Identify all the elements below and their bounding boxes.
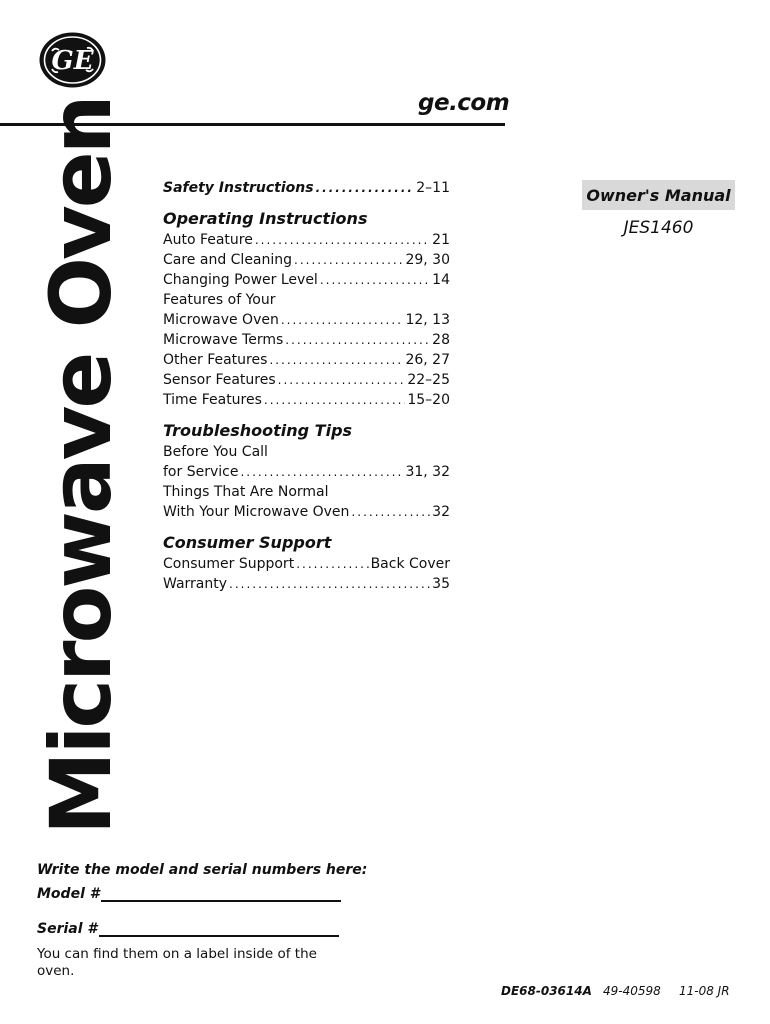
toc-section-operating [163,208,450,410]
toc-section-troubleshooting [163,420,450,522]
toc-entry [163,574,450,594]
entry-text: Warranty [163,576,228,592]
section-title: Troubleshooting Tips [163,421,353,440]
leader-dots [316,178,415,198]
document-code: DE68-03614A [501,984,592,998]
leader-dots [278,370,406,390]
page-number: 32 [432,504,450,520]
entry-text: Before You Call [163,444,268,460]
page-number: 35 [432,576,450,592]
page-number: 15–20 [407,392,450,408]
toc-entry [163,462,450,482]
page-number: 12, 13 [405,312,450,328]
page-number: 22–25 [407,372,450,388]
record-prompt: Write the model and serial numbers here: [37,862,368,878]
product-title: Microwave Oven [32,97,130,835]
toc-entry-safety [163,178,450,198]
toc-entry [163,330,450,350]
model-number: JES1460 [623,218,694,238]
leader-dots [281,310,404,330]
toc-entry [163,350,450,370]
leader-dots [296,554,368,574]
ge-logo-icon [38,31,107,89]
serial-field-label: Serial # [37,921,98,937]
section-title: Operating Instructions [163,209,368,228]
part-number: 49-40598 [603,984,661,998]
toc-entry [163,230,450,250]
leader-dots [264,390,405,410]
toc-section-consumer [163,532,450,594]
entry-text: With Your Microwave Oven [163,504,350,520]
entry-text: Things That Are Normal [163,484,329,500]
revision-date: 11-08 JR [679,984,730,998]
model-field-label: Model # [37,886,100,902]
page-number: 14 [432,272,450,288]
leader-dots [240,462,403,482]
toc-entry [163,250,450,270]
entry-text: Microwave Terms [163,332,284,348]
entry-text: Other Features [163,352,268,368]
svg-text:GE: GE [51,46,94,76]
page-number: 31, 32 [405,464,450,480]
leader-dots [294,250,403,270]
leader-dots [269,350,403,370]
toc-entry [163,502,450,522]
leader-dots [255,230,430,250]
entry-text: Microwave Oven [163,312,279,328]
entry-text: Consumer Support [163,556,295,572]
toc-entry [163,370,450,390]
section-title: Safety Instructions [163,180,314,196]
leader-dots [351,502,430,522]
leader-dots [320,270,430,290]
model-field [37,886,341,902]
toc-entry [163,390,450,410]
table-of-contents [163,178,450,604]
page-number: 29, 30 [405,252,450,268]
leader-dots [285,330,430,350]
serial-field [37,921,339,937]
page-number: 2–11 [416,180,450,196]
label-location-hint: You can find them on a label inside of the oven. [37,946,317,979]
leader-dots [229,574,430,594]
entry-text: Features of Your [163,292,276,308]
entry-text: Auto Feature [163,232,253,248]
entry-text: Sensor Features [163,372,276,388]
entry-text: Care and Cleaning [163,252,293,268]
toc-entry [163,310,450,330]
page-number: 21 [432,232,450,248]
toc-entry [163,554,450,574]
toc-section-safety [163,178,450,198]
page-number: 26, 27 [405,352,450,368]
section-title: Consumer Support [163,533,332,552]
website-label: ge.com [418,90,510,116]
toc-entry [163,270,450,290]
page-number: 28 [432,332,450,348]
page-number: Back Cover [370,556,450,572]
serial-field-line [99,921,339,937]
entry-text: for Service [163,464,239,480]
owners-manual-label: Owner's Manual [582,180,735,210]
entry-text: Time Features [163,392,262,408]
model-field-line [101,886,341,902]
entry-text: Changing Power Level [163,272,318,288]
